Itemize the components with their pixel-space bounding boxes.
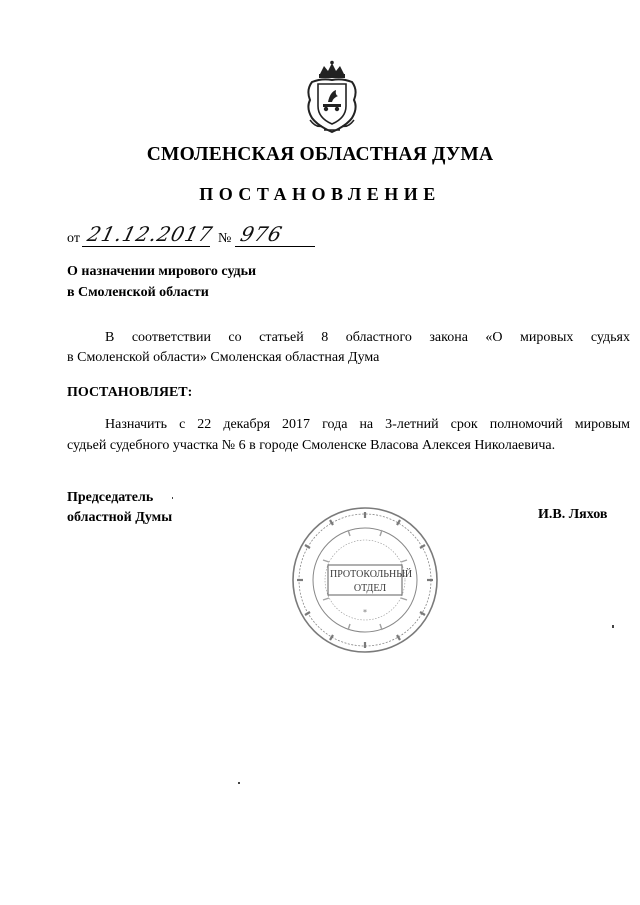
paragraph-2-line-1-text: Назначить с 22 декабря 2017 года на 3-летний срок полномочий мировым — [105, 417, 630, 432]
coat-of-arms-icon — [302, 60, 362, 136]
document-type-title: ПОСТАНОВЛЕНИЕ — [199, 184, 441, 204]
resolves-heading: ПОСТАНОВЛЯЕТ: — [67, 385, 193, 400]
scan-speck — [238, 782, 240, 784]
paragraph-2-line-1 — [67, 417, 630, 433]
scan-speck — [172, 497, 173, 499]
seal-inner-text — [330, 568, 413, 596]
seal-inner-line-2: ОТДЕЛ — [353, 583, 387, 594]
signatory-title-line-1: Председатель — [67, 490, 154, 505]
paragraph-1-line-2: в Смоленской области» Смоленская областная Дума — [67, 350, 380, 365]
signatory-title — [67, 488, 172, 528]
date-label: от — [67, 231, 80, 246]
signatory-name: И.В. Ляхов — [538, 507, 608, 522]
svg-text:*: * — [363, 608, 367, 617]
handwritten-number: 976 — [238, 222, 286, 246]
date-field — [82, 222, 216, 247]
scan-speck — [612, 625, 614, 628]
seal-inner-line-1: ПРОТОКОЛЬНЫЙ — [330, 569, 413, 580]
paragraph-1-line-1-text: В соответствии со статьей 8 областного закона «О мировых судьях — [105, 330, 630, 345]
handwritten-date: 21.12.2017 — [84, 222, 216, 246]
number-field — [235, 222, 315, 247]
date-number-line — [67, 222, 315, 252]
subject-line-1: О назначении мирового судьи — [67, 264, 257, 279]
subject-line-2: в Смоленской области — [67, 285, 209, 300]
number-label: № — [217, 231, 232, 246]
signatory-title-line-2: областной Думы — [67, 510, 173, 525]
paragraph-2-line-2: судьей судебного участка № 6 в городе Смоленске Власова Алексея Николаевича. — [67, 438, 556, 453]
organization-title: СМОЛЕНСКАЯ ОБЛАСТНАЯ ДУМА — [146, 144, 494, 165]
paragraph-1-line-1 — [67, 328, 630, 348]
document-subject — [67, 261, 256, 303]
